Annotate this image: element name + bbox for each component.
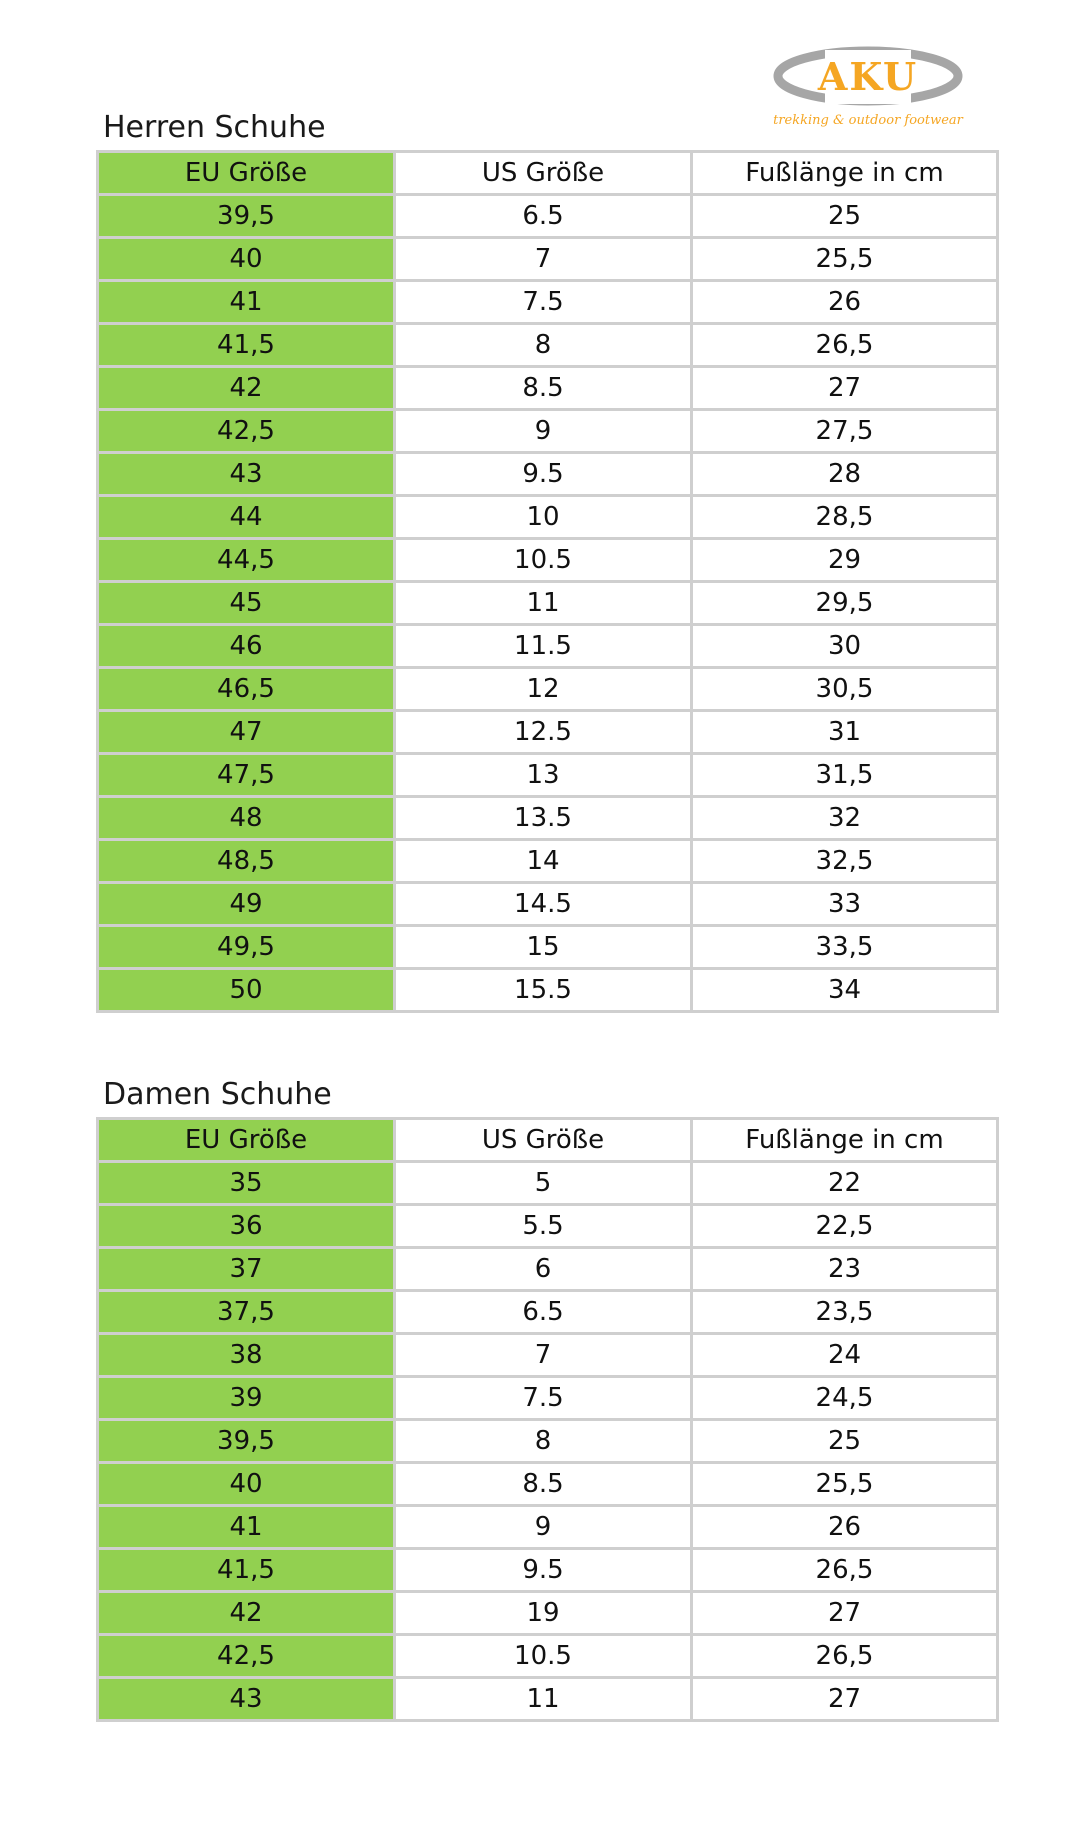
damen-us-size-cell: 9 bbox=[396, 1507, 690, 1547]
herren-eu-size-cell: 50 bbox=[99, 970, 393, 1010]
damen-foot-length-cell: 24,5 bbox=[693, 1378, 996, 1418]
damen-foot-length-cell: 27 bbox=[693, 1679, 996, 1719]
damen-foot-length-cell: 22,5 bbox=[693, 1206, 996, 1246]
herren-us-size-cell: 13.5 bbox=[396, 798, 690, 838]
herren-eu-size-cell: 47,5 bbox=[99, 755, 393, 795]
table-row bbox=[99, 282, 996, 322]
herren-header-eu-size: EU Größe bbox=[99, 153, 393, 193]
damen-us-size-cell: 7 bbox=[396, 1335, 690, 1375]
herren-foot-length-cell: 26 bbox=[693, 282, 996, 322]
herren-foot-length-cell: 32 bbox=[693, 798, 996, 838]
herren-us-size-cell: 7.5 bbox=[396, 282, 690, 322]
herren-us-size-cell: 12.5 bbox=[396, 712, 690, 752]
damen-eu-size-cell: 39,5 bbox=[99, 1421, 393, 1461]
damen-header-us-size: US Größe bbox=[396, 1120, 690, 1160]
herren-eu-size-cell: 40 bbox=[99, 239, 393, 279]
table-row bbox=[99, 1679, 996, 1719]
herren-us-size-cell: 9.5 bbox=[396, 454, 690, 494]
herren-foot-length-cell: 27,5 bbox=[693, 411, 996, 451]
damen-eu-size-cell: 36 bbox=[99, 1206, 393, 1246]
damen-eu-size-cell: 41,5 bbox=[99, 1550, 393, 1590]
damen-eu-size-cell: 41 bbox=[99, 1507, 393, 1547]
herren-foot-length-cell: 28,5 bbox=[693, 497, 996, 537]
table-row bbox=[99, 712, 996, 752]
herren-foot-length-cell: 33,5 bbox=[693, 927, 996, 967]
damen-eu-size-cell: 43 bbox=[99, 1679, 393, 1719]
damen-size-table bbox=[96, 1117, 999, 1722]
herren-size-table bbox=[96, 150, 999, 1013]
herren-us-size-cell: 8.5 bbox=[396, 368, 690, 408]
damen-foot-length-cell: 27 bbox=[693, 1593, 996, 1633]
damen-title: Damen Schuhe bbox=[103, 1077, 332, 1112]
table-row bbox=[99, 1292, 996, 1332]
damen-eu-size-cell: 38 bbox=[99, 1335, 393, 1375]
table-row bbox=[99, 1550, 996, 1590]
herren-header-foot-length: Fußlänge in cm bbox=[693, 153, 996, 193]
damen-us-size-cell: 5.5 bbox=[396, 1206, 690, 1246]
table-row bbox=[99, 411, 996, 451]
damen-header-row bbox=[99, 1120, 996, 1160]
table-row bbox=[99, 497, 996, 537]
logo-brand: AKU bbox=[817, 54, 919, 99]
herren-header-us-size: US Größe bbox=[396, 153, 690, 193]
herren-eu-size-cell: 41,5 bbox=[99, 325, 393, 365]
herren-foot-length-cell: 31,5 bbox=[693, 755, 996, 795]
damen-eu-size-cell: 37,5 bbox=[99, 1292, 393, 1332]
table-row bbox=[99, 1636, 996, 1676]
herren-foot-length-cell: 25 bbox=[693, 196, 996, 236]
table-row bbox=[99, 927, 996, 967]
table-row bbox=[99, 1464, 996, 1504]
damen-us-size-cell: 9.5 bbox=[396, 1550, 690, 1590]
herren-us-size-cell: 7 bbox=[396, 239, 690, 279]
herren-us-size-cell: 11.5 bbox=[396, 626, 690, 666]
damen-foot-length-cell: 26,5 bbox=[693, 1550, 996, 1590]
herren-us-size-cell: 15.5 bbox=[396, 970, 690, 1010]
herren-eu-size-cell: 39,5 bbox=[99, 196, 393, 236]
table-row bbox=[99, 798, 996, 838]
herren-eu-size-cell: 49,5 bbox=[99, 927, 393, 967]
herren-us-size-cell: 10 bbox=[396, 497, 690, 537]
damen-us-size-cell: 8 bbox=[396, 1421, 690, 1461]
herren-foot-length-cell: 27 bbox=[693, 368, 996, 408]
herren-foot-length-cell: 29,5 bbox=[693, 583, 996, 623]
damen-us-size-cell: 6 bbox=[396, 1249, 690, 1289]
damen-us-size-cell: 8.5 bbox=[396, 1464, 690, 1504]
table-row bbox=[99, 454, 996, 494]
aku-logo bbox=[770, 44, 980, 134]
table-row bbox=[99, 239, 996, 279]
table-row bbox=[99, 1507, 996, 1547]
herren-us-size-cell: 12 bbox=[396, 669, 690, 709]
table-row bbox=[99, 1335, 996, 1375]
table-row bbox=[99, 368, 996, 408]
damen-foot-length-cell: 23,5 bbox=[693, 1292, 996, 1332]
table-row bbox=[99, 669, 996, 709]
damen-foot-length-cell: 23 bbox=[693, 1249, 996, 1289]
damen-eu-size-cell: 40 bbox=[99, 1464, 393, 1504]
herren-foot-length-cell: 32,5 bbox=[693, 841, 996, 881]
herren-us-size-cell: 14.5 bbox=[396, 884, 690, 924]
herren-foot-length-cell: 26,5 bbox=[693, 325, 996, 365]
herren-eu-size-cell: 44 bbox=[99, 497, 393, 537]
herren-eu-size-cell: 43 bbox=[99, 454, 393, 494]
herren-eu-size-cell: 49 bbox=[99, 884, 393, 924]
herren-eu-size-cell: 42 bbox=[99, 368, 393, 408]
herren-foot-length-cell: 30 bbox=[693, 626, 996, 666]
herren-eu-size-cell: 46,5 bbox=[99, 669, 393, 709]
damen-header-foot-length: Fußlänge in cm bbox=[693, 1120, 996, 1160]
herren-title: Herren Schuhe bbox=[103, 110, 326, 145]
herren-eu-size-cell: 45 bbox=[99, 583, 393, 623]
damen-eu-size-cell: 35 bbox=[99, 1163, 393, 1203]
damen-us-size-cell: 19 bbox=[396, 1593, 690, 1633]
herren-foot-length-cell: 28 bbox=[693, 454, 996, 494]
table-row bbox=[99, 1206, 996, 1246]
table-row bbox=[99, 1163, 996, 1203]
herren-eu-size-cell: 46 bbox=[99, 626, 393, 666]
table-row bbox=[99, 1378, 996, 1418]
herren-foot-length-cell: 33 bbox=[693, 884, 996, 924]
herren-eu-size-cell: 48 bbox=[99, 798, 393, 838]
herren-foot-length-cell: 29 bbox=[693, 540, 996, 580]
table-row bbox=[99, 196, 996, 236]
table-row bbox=[99, 583, 996, 623]
damen-eu-size-cell: 42 bbox=[99, 1593, 393, 1633]
damen-us-size-cell: 11 bbox=[396, 1679, 690, 1719]
herren-eu-size-cell: 44,5 bbox=[99, 540, 393, 580]
herren-us-size-cell: 10.5 bbox=[396, 540, 690, 580]
table-row bbox=[99, 841, 996, 881]
damen-us-size-cell: 10.5 bbox=[396, 1636, 690, 1676]
herren-eu-size-cell: 41 bbox=[99, 282, 393, 322]
herren-header-row bbox=[99, 153, 996, 193]
damen-us-size-cell: 7.5 bbox=[396, 1378, 690, 1418]
herren-foot-length-cell: 25,5 bbox=[693, 239, 996, 279]
herren-us-size-cell: 6.5 bbox=[396, 196, 690, 236]
table-row bbox=[99, 1421, 996, 1461]
damen-header-eu-size: EU Größe bbox=[99, 1120, 393, 1160]
herren-us-size-cell: 9 bbox=[396, 411, 690, 451]
damen-foot-length-cell: 26 bbox=[693, 1507, 996, 1547]
table-row bbox=[99, 1593, 996, 1633]
herren-foot-length-cell: 30,5 bbox=[693, 669, 996, 709]
herren-us-size-cell: 14 bbox=[396, 841, 690, 881]
damen-us-size-cell: 5 bbox=[396, 1163, 690, 1203]
damen-foot-length-cell: 26,5 bbox=[693, 1636, 996, 1676]
table-row bbox=[99, 755, 996, 795]
herren-eu-size-cell: 48,5 bbox=[99, 841, 393, 881]
damen-eu-size-cell: 39 bbox=[99, 1378, 393, 1418]
damen-foot-length-cell: 24 bbox=[693, 1335, 996, 1375]
damen-foot-length-cell: 25 bbox=[693, 1421, 996, 1461]
herren-us-size-cell: 8 bbox=[396, 325, 690, 365]
table-row bbox=[99, 626, 996, 666]
damen-foot-length-cell: 22 bbox=[693, 1163, 996, 1203]
table-row bbox=[99, 325, 996, 365]
damen-eu-size-cell: 42,5 bbox=[99, 1636, 393, 1676]
table-row bbox=[99, 884, 996, 924]
damen-foot-length-cell: 25,5 bbox=[693, 1464, 996, 1504]
table-row bbox=[99, 1249, 996, 1289]
table-row bbox=[99, 970, 996, 1010]
herren-eu-size-cell: 42,5 bbox=[99, 411, 393, 451]
logo-tagline: trekking & outdoor footwear bbox=[773, 113, 963, 128]
damen-us-size-cell: 6.5 bbox=[396, 1292, 690, 1332]
herren-us-size-cell: 15 bbox=[396, 927, 690, 967]
herren-eu-size-cell: 47 bbox=[99, 712, 393, 752]
table-row bbox=[99, 540, 996, 580]
herren-us-size-cell: 11 bbox=[396, 583, 690, 623]
herren-us-size-cell: 13 bbox=[396, 755, 690, 795]
herren-foot-length-cell: 31 bbox=[693, 712, 996, 752]
damen-eu-size-cell: 37 bbox=[99, 1249, 393, 1289]
herren-foot-length-cell: 34 bbox=[693, 970, 996, 1010]
